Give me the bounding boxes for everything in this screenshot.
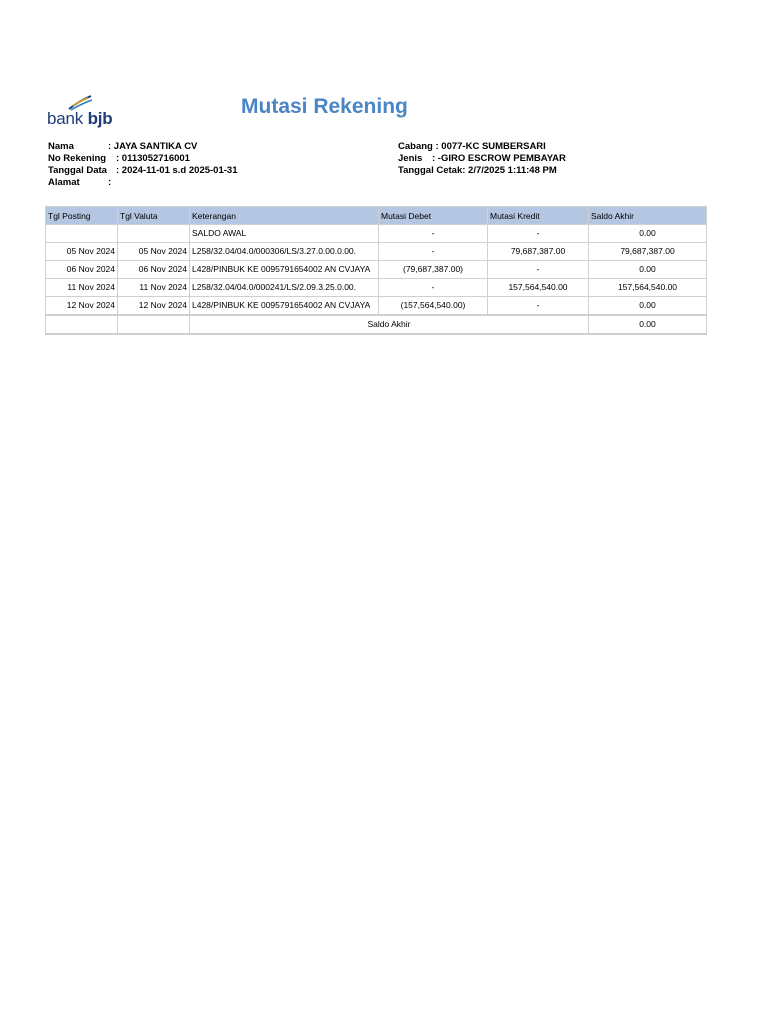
cell-tgl-valuta: 05 Nov 2024 [118,243,190,261]
table-row [46,279,707,297]
cell-mutasi-kredit: - [488,297,589,316]
info-cabang: Cabang : 0077-KC SUMBERSARI [398,141,546,152]
footer-saldo-akhir-value: 0.00 [589,315,707,334]
header-tgl-posting: Tgl Posting [46,207,118,225]
info-tanggal-cetak: Tanggal Cetak: 2/7/2025 1:11:48 PM [398,165,557,176]
cell-saldo-akhir: 0.00 [589,261,707,279]
info-no-rekening: No Rekening: 0113052716001 [48,153,190,164]
cell-mutasi-debet: (79,687,387.00) [379,261,488,279]
cell-saldo-akhir: 79,687,387.00 [589,243,707,261]
cell-mutasi-kredit: - [488,225,589,243]
cell-keterangan: L428/PINBUK KE 0095791654002 AN CVJAYA [190,297,379,316]
cell-keterangan: L428/PINBUK KE 0095791654002 AN CVJAYA [190,261,379,279]
cell-tgl-valuta: 06 Nov 2024 [118,261,190,279]
cell-keterangan: L258/32.04/04.0/000241/LS/2.09.3.25.0.00. [190,279,379,297]
cell-tgl-posting [46,225,118,243]
table-row [46,297,707,316]
header-mutasi-debet: Mutasi Debet [379,207,488,225]
bank-bjb-logo [47,95,119,135]
cell-tgl-valuta: 11 Nov 2024 [118,279,190,297]
header-tgl-valuta: Tgl Valuta [118,207,190,225]
cell-saldo-akhir: 0.00 [589,297,707,316]
info-nama: Nama : JAYA SANTIKA CV [48,141,198,152]
footer-saldo-akhir-label: Saldo Akhir [190,315,589,334]
cell-saldo-akhir: 0.00 [589,225,707,243]
table-footer-row [46,315,707,334]
cell-tgl-valuta [118,225,190,243]
cell-empty [118,315,190,334]
cell-tgl-valuta: 12 Nov 2024 [118,297,190,316]
cell-tgl-posting: 06 Nov 2024 [46,261,118,279]
logo-text [47,109,113,129]
account-info-left [48,141,237,189]
table-row [46,261,707,279]
cell-tgl-posting: 05 Nov 2024 [46,243,118,261]
mutation-table [45,206,707,335]
info-tanggal-data: Tanggal Data: 2024-11-01 s.d 2025-01-31 [48,165,238,176]
cell-mutasi-debet: - [379,243,488,261]
table-row [46,225,707,243]
header-saldo-akhir: Saldo Akhir [589,207,707,225]
cell-tgl-posting: 12 Nov 2024 [46,297,118,316]
cell-mutasi-debet: - [379,225,488,243]
account-info-right [398,141,566,177]
cell-mutasi-kredit: 79,687,387.00 [488,243,589,261]
cell-tgl-posting: 11 Nov 2024 [46,279,118,297]
cell-mutasi-kredit: 157,564,540.00 [488,279,589,297]
cell-mutasi-debet: (157,564,540.00) [379,297,488,316]
table-header-row [46,207,707,225]
info-jenis: Jenis: -GIRO ESCROW PEMBAYAR [398,153,566,164]
table-row [46,243,707,261]
cell-keterangan: L258/32.04/04.0/000306/LS/3.27.0.00.0.00. [190,243,379,261]
cell-keterangan: SALDO AWAL [190,225,379,243]
header-keterangan: Keterangan [190,207,379,225]
cell-empty [46,315,118,334]
cell-mutasi-kredit: - [488,261,589,279]
logo-word-bjb: bjb [87,109,113,128]
logo-word-bank: bank [47,109,88,128]
cell-mutasi-debet: - [379,279,488,297]
info-alamat: Alamat : [48,177,112,188]
header-mutasi-kredit: Mutasi Kredit [488,207,589,225]
cell-saldo-akhir: 157,564,540.00 [589,279,707,297]
page-title: Mutasi Rekening [241,95,408,118]
